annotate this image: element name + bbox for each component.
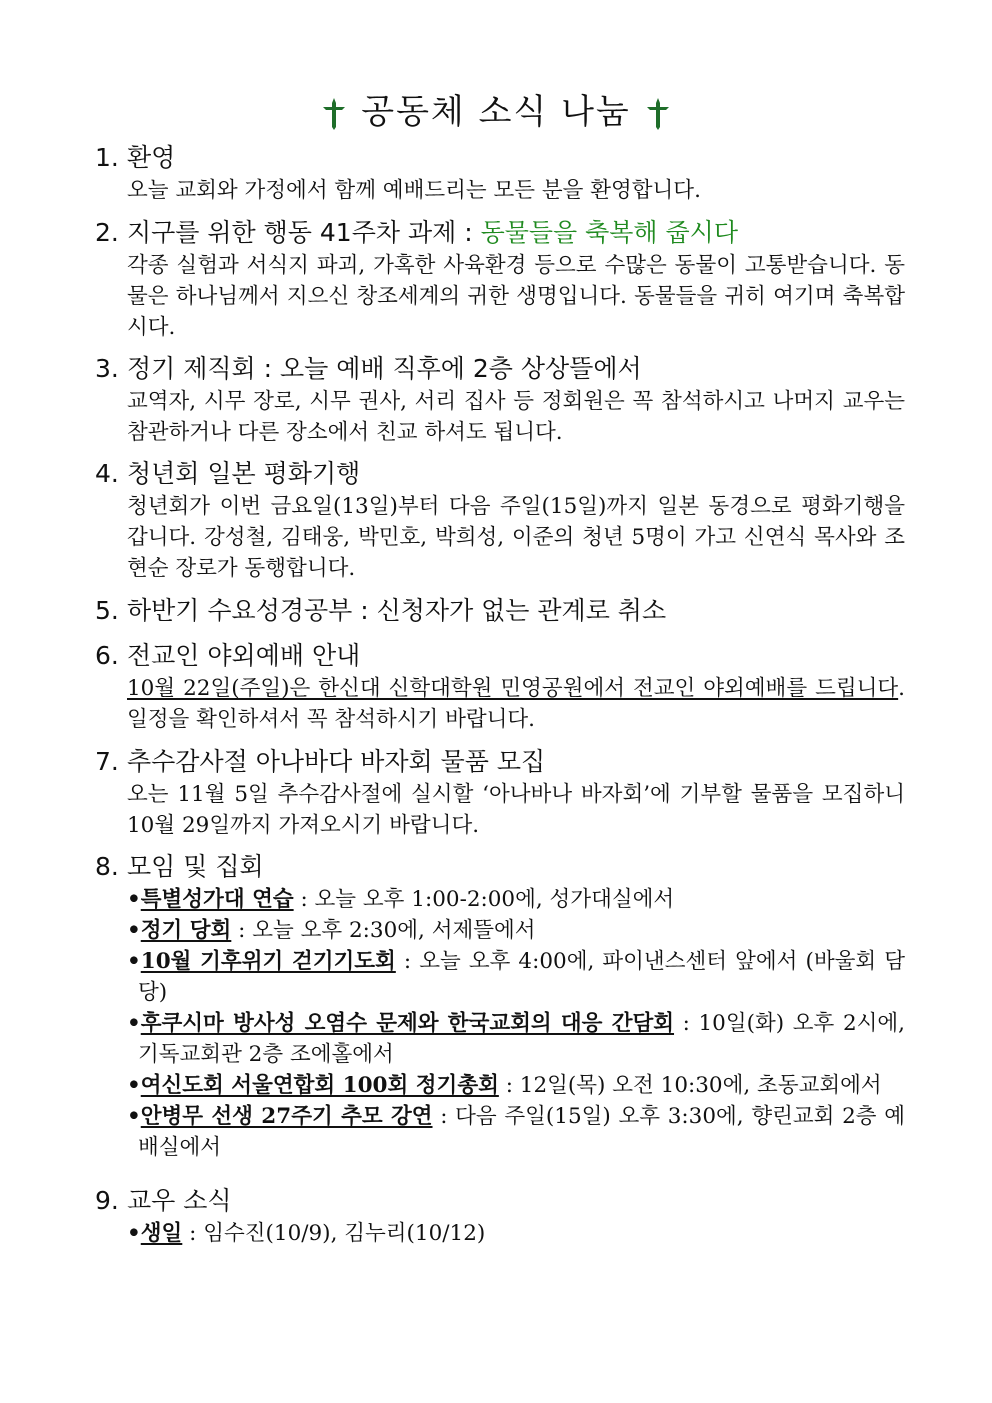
section-heading: 1. 환영 [95, 143, 176, 172]
list-item: •후쿠시마 방사성 오염수 문제와 한국교회의 대응 간담회 : 10일(화) 오후 2시에, 기독교회관 2층 조에홀에서 [127, 1011, 905, 1067]
section-bazaar [95, 745, 905, 841]
section-heading: 5. 하반기 수요성경공부 : 신청자가 없는 관계로 취소 [95, 596, 667, 625]
section-youth-trip [95, 457, 905, 584]
section-body: 오늘 교회와 가정에서 함께 예배드리는 모든 분을 환영합니다. [127, 178, 701, 203]
section-heading: 2. 지구를 위한 행동 41주차 과제 : 동물들을 축복해 줍시다 [95, 218, 738, 247]
section-body: 10월 22일(주일)은 한신대 신학대학원 민영공원에서 전교인 야외예배를 드립니다. 일정을 확인하셔서 꼭 참석하시기 바랍니다. [127, 676, 905, 732]
section-member-news [95, 1184, 905, 1249]
section-heading: 9. 교우 소식 [95, 1186, 232, 1215]
section-heading: 7. 추수감사절 아나바다 바자회 물품 모집 [95, 747, 546, 776]
list-item: •생일 : 임수진(10/9), 김누리(10/12) [127, 1221, 486, 1246]
section-heading: 4. 청년회 일본 평화기행 [95, 459, 361, 488]
list-item: •정기 당회 : 오늘 오후 2:30에, 서제뜰에서 [127, 918, 536, 943]
list-item: •특별성가대 연습 : 오늘 오후 1:00-2:00에, 성가대실에서 [127, 887, 675, 912]
list-item: •여신도회 서울연합회 100회 정기총회 : 12일(목) 오전 10:30에, 초동교회에서 [127, 1073, 882, 1098]
section-body: 오는 11월 5일 추수감사절에 실시할 ‘아나바나 바자회’에 기부할 물품을 모집하니 10월 29일까지 가져오시기 바랍니다. [127, 782, 905, 838]
heading-highlight: 동물들을 축복해 줍시다 [480, 218, 738, 247]
page-title: 공동체 소식 나눔 [361, 92, 631, 132]
list-item: •안병무 선생 27주기 추모 강연 : 다음 주일(15일) 오후 3:30에, 향린교회 2층 예배실에서 [127, 1104, 905, 1160]
cross-icon [321, 97, 347, 131]
section-body [95, 1218, 905, 1249]
list-item: •10월 기후위기 걷기기도회 : 오늘 오후 4:00에, 파이낸스센터 앞에서 (바울회 담당) [127, 949, 905, 1005]
section-body: 각종 실험과 서식지 파괴, 가혹한 사육환경 등으로 수많은 동물이 고통받습니다. 동물은 하나님께서 지으신 창조세계의 귀한 생명입니다. 동물들을 귀히 여기며 축복합시다. [127, 253, 905, 340]
section-bible-study [95, 594, 905, 628]
underlined-text: 10월 22일(주일)은 한신대 신학대학원 민영공원에서 전교인 야외예배를 드립니다 [127, 676, 899, 701]
section-heading: 3. 정기 제직회 : 오늘 예배 직후에 2층 상상뜰에서 [95, 354, 642, 383]
section-body: 청년회가 이번 금요일(13일)부터 다음 주일(15일)까지 일본 동경으로 평화기행을 갑니다. 강성철, 김태웅, 박민호, 박희성, 이준의 청년 5명이 가고 신연식 목사와 조현순 장로가 동행합니다. [127, 494, 905, 581]
section-meetings [95, 850, 905, 1163]
section-heading: 8. 모임 및 집회 [95, 852, 264, 881]
section-council-meeting [95, 352, 905, 448]
section-earth-action [95, 216, 905, 343]
section-body: 교역자, 시무 장로, 시무 권사, 서리 집사 등 정회원은 꼭 참석하시고 나머지 교우는 참관하거나 다른 장소에서 친교 하셔도 됩니다. [127, 389, 905, 445]
section-heading: 6. 전교인 야외예배 안내 [95, 641, 361, 670]
section-body [95, 884, 905, 1163]
section-outdoor-worship [95, 639, 905, 735]
cross-icon [645, 97, 671, 131]
page-title-row [0, 88, 992, 136]
section-welcome [95, 141, 905, 206]
